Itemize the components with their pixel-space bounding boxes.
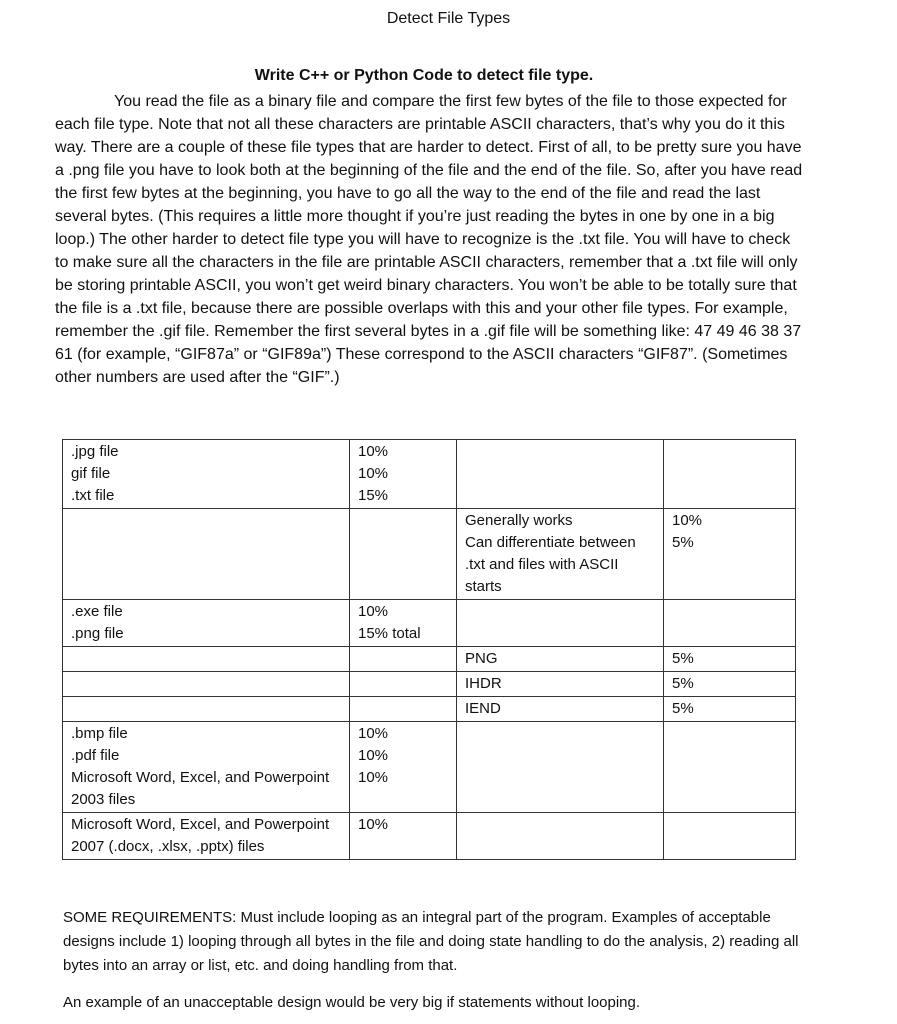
table-row: [63, 697, 796, 722]
table-cell-c2: 10% 10% 15%: [350, 440, 457, 509]
table-cell-c2: 10% 10% 10%: [350, 722, 457, 813]
table-cell-c4: [664, 813, 796, 860]
unacceptable-design-note: An example of an unacceptable design would be very big if statements without looping.: [63, 994, 641, 1011]
table-cell-c3: PNG: [457, 647, 664, 672]
table-row: [63, 600, 796, 647]
table-cell-c4: 5%: [664, 647, 796, 672]
table-cell-c1: .bmp file .pdf file Microsoft Word, Excel, and Powerpoint 2003 files: [63, 722, 350, 813]
table-cell-c2: [350, 509, 457, 600]
table-cell-c3: IEND: [457, 697, 664, 722]
table-cell-c2: [350, 672, 457, 697]
table-row: [63, 672, 796, 697]
table-cell-c3: [457, 440, 664, 509]
table-row: [63, 647, 796, 672]
assignment-heading: Write C++ or Python Code to detect file type.: [254, 67, 594, 84]
table-cell-c1: Microsoft Word, Excel, and Powerpoint 2007 (.docx, .xlsx, .pptx) files: [63, 813, 350, 860]
grading-table: [62, 439, 796, 860]
table-cell-c4: 10% 5%: [664, 509, 796, 600]
instructions-text: You read the file as a binary file and compare the first few bytes of the file to those expected for each file type. Note that not all these characters are printable ASCII characters, that’s why you do it this way. There are a couple of these file types that are harder to detect. First of all, to be pretty sure you have a .png file you have to look both at the beginning of the file and the end of the file. So, after you have read the first few bytes at the beginning, you have to go all the way to the end of the file and read the last several bytes. (This requires a little more thought if you’re just reading the bytes in one by one in a big loop.) The other harder to detect file type you will have to recognize is the .txt file. You will have to check to make sure all the characters in the file are printable ASCII characters, remember that a .txt file will only be storing printable ASCII, you won’t get weird binary characters. You won’t be able to be totally sure that the file is a .txt file, because there are possible overlaps with this and your other file types. For example, remember the .gif file. Remember the first several bytes in a .gif file will be something like: 47 49 46 38 37 61 (for example, “GIF87a” or “GIF89a”) These correspond to the ASCII characters “GIF87”. (Sometimes other numbers are used after the “GIF”.): [55, 93, 803, 386]
table-row: [63, 440, 796, 509]
table-cell-c3: [457, 600, 664, 647]
table-cell-c4: 5%: [664, 697, 796, 722]
table-cell-c3: IHDR: [457, 672, 664, 697]
table-cell-c1: [63, 509, 350, 600]
table-cell-c1: .jpg file gif file .txt file: [63, 440, 350, 509]
table-cell-c4: [664, 600, 796, 647]
table-cell-c3: Generally works Can differentiate between .txt and files with ASCII starts: [457, 509, 664, 600]
table-cell-c1: [63, 672, 350, 697]
page-header-title: Detect File Types: [386, 10, 511, 27]
table-row: [63, 813, 796, 860]
table-cell-c1: .exe file .png file: [63, 600, 350, 647]
table-cell-c4: 5%: [664, 672, 796, 697]
table-row: [63, 509, 796, 600]
requirements-paragraph: SOME REQUIREMENTS: Must include looping as an integral part of the program. Examples of acceptable designs include 1) looping through all bytes in the file and doing state handling to do the analysis, 2) reading all bytes into an array or list, etc. and doing handling from that.: [63, 909, 799, 974]
table-row: [63, 722, 796, 813]
table-cell-c2: [350, 647, 457, 672]
table-cell-c4: [664, 440, 796, 509]
table-cell-c1: [63, 647, 350, 672]
table-cell-c3: [457, 722, 664, 813]
table-cell-c3: [457, 813, 664, 860]
table-cell-c2: 10%: [350, 813, 457, 860]
table-cell-c2: [350, 697, 457, 722]
table-cell-c2: 10% 15% total: [350, 600, 457, 647]
table-cell-c4: [664, 722, 796, 813]
instructions-paragraph: [55, 90, 805, 389]
table-cell-c1: [63, 697, 350, 722]
